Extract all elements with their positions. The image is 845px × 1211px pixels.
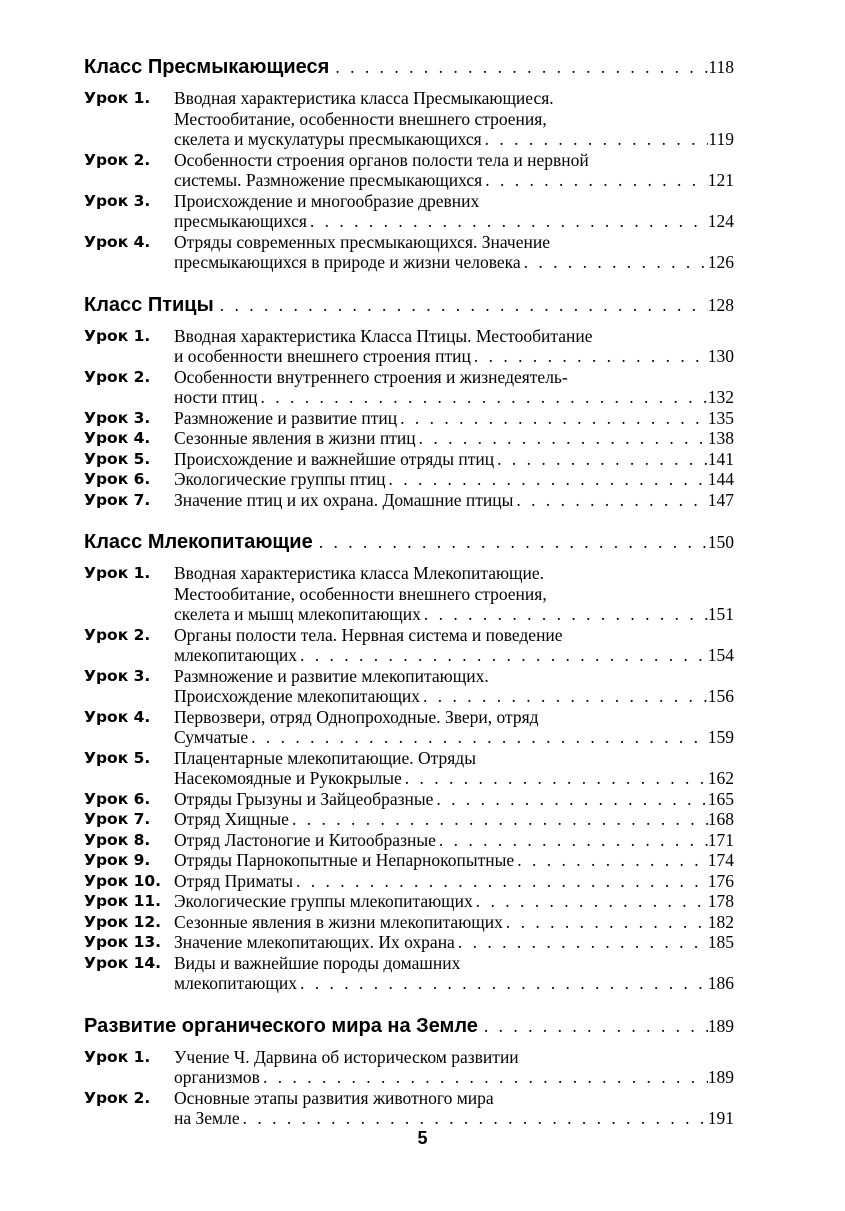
lesson-text bbox=[174, 707, 734, 748]
dot-leader bbox=[297, 973, 708, 994]
lesson-page-number: 151 bbox=[707, 604, 734, 624]
lesson-title-line: Отряды современных пресмыкающихся. Значение bbox=[174, 231, 551, 252]
lesson-label: Урок 2. bbox=[84, 1088, 151, 1107]
lesson-page-number: 154 bbox=[707, 645, 734, 665]
lesson-page-number: 126 bbox=[707, 252, 734, 272]
section-page-number: 128 bbox=[707, 294, 734, 315]
lesson-line bbox=[174, 686, 734, 707]
dot-leader bbox=[260, 1067, 708, 1088]
lesson-entry bbox=[84, 809, 734, 830]
lesson-title-line: Первозвери, отряд Однопроходные. Звери, отряд bbox=[174, 706, 539, 727]
lesson-page-number: 191 bbox=[707, 1108, 734, 1128]
lesson-label: Урок 12. bbox=[84, 912, 162, 931]
section-page-number: 150 bbox=[707, 532, 734, 552]
lesson-line bbox=[174, 232, 734, 253]
lesson-title-line: Органы полости тела. Нервная система и поведение bbox=[174, 624, 563, 645]
dot-leader bbox=[503, 912, 708, 933]
lesson-page-number: 121 bbox=[707, 170, 734, 190]
lesson-page-number: 186 bbox=[707, 973, 734, 993]
lesson-line bbox=[174, 150, 734, 171]
dot-leader bbox=[436, 830, 708, 851]
dot-leader bbox=[289, 809, 708, 830]
lesson-line bbox=[174, 490, 734, 511]
lesson-entry bbox=[84, 850, 734, 871]
lesson-label: Урок 5. bbox=[84, 449, 151, 468]
dot-leader bbox=[494, 449, 708, 470]
lesson-title-line: Сезонные явления в жизни птиц bbox=[174, 428, 416, 448]
dot-leader bbox=[293, 871, 708, 892]
toc-section bbox=[84, 1014, 734, 1129]
lesson-text bbox=[174, 809, 734, 830]
lesson-text bbox=[174, 367, 734, 408]
lesson-title-line: Экологические группы млекопитающих bbox=[174, 891, 473, 911]
lesson-text bbox=[174, 449, 734, 470]
lesson-label: Урок 7. bbox=[84, 490, 151, 509]
dot-leader bbox=[307, 211, 708, 232]
lesson-title-line: ности птиц bbox=[174, 387, 258, 407]
dot-leader bbox=[416, 428, 708, 449]
section-heading bbox=[84, 55, 734, 79]
lesson-text bbox=[174, 932, 734, 953]
lesson-line bbox=[174, 109, 734, 130]
section-page-number: 189 bbox=[707, 1015, 734, 1036]
section-page-number: 118 bbox=[708, 57, 734, 77]
lesson-entry bbox=[84, 449, 734, 470]
lesson-entry bbox=[84, 748, 734, 789]
lesson-text bbox=[174, 830, 734, 851]
lesson-line bbox=[174, 469, 734, 490]
lesson-entry bbox=[84, 625, 734, 666]
lesson-line bbox=[174, 1088, 734, 1109]
lesson-line bbox=[174, 912, 734, 933]
lesson-text bbox=[174, 871, 734, 892]
lesson-line bbox=[174, 850, 734, 871]
lesson-line bbox=[174, 191, 734, 212]
lesson-page-number: 144 bbox=[707, 469, 734, 489]
lesson-text bbox=[174, 748, 734, 789]
lesson-title-line: Отряд Ластоногие и Китообразные bbox=[174, 829, 436, 850]
toc-section bbox=[84, 55, 734, 273]
lesson-title-line: Плацентарные млекопитающие. Отряды bbox=[174, 747, 476, 768]
lesson-text bbox=[174, 953, 734, 994]
dot-leader bbox=[521, 252, 708, 273]
lesson-text bbox=[174, 408, 734, 429]
lesson-line bbox=[174, 428, 734, 449]
dot-leader bbox=[433, 789, 707, 810]
lesson-title-line: и особенности внешнего строения птиц bbox=[174, 346, 471, 366]
dot-leader bbox=[478, 1014, 708, 1038]
lesson-line bbox=[174, 932, 734, 953]
lesson-text bbox=[174, 850, 734, 871]
dot-leader bbox=[257, 387, 707, 408]
lesson-title-line: млекопитающих bbox=[174, 645, 297, 665]
lesson-line bbox=[174, 1047, 734, 1068]
lesson-entry bbox=[84, 891, 734, 912]
lesson-title-line: Учение Ч. Дарвина об историческом развитии bbox=[174, 1046, 519, 1067]
lesson-line bbox=[174, 170, 734, 191]
lesson-page-number: 132 bbox=[707, 387, 734, 407]
lesson-title-line: Размножение и развитие птиц bbox=[174, 407, 398, 428]
lesson-line bbox=[174, 584, 734, 605]
lesson-title-line: Отряды Грызуны и Зайцеобразные bbox=[174, 788, 434, 809]
lesson-page-number: 174 bbox=[707, 850, 734, 870]
lesson-line bbox=[174, 727, 734, 748]
lesson-line bbox=[174, 1067, 734, 1088]
lesson-page-number: 156 bbox=[707, 686, 734, 706]
lesson-page-number: 185 bbox=[707, 932, 734, 952]
lesson-label: Урок 7. bbox=[84, 810, 151, 828]
lesson-title-line: Значение млекопитающих. Их охрана bbox=[174, 932, 455, 952]
lesson-label: Урок 3. bbox=[84, 666, 151, 685]
lesson-entry bbox=[84, 912, 734, 933]
lesson-title-line: Особенности строения органов полости тела и нервной bbox=[174, 149, 589, 170]
lesson-title-line: Экологические группы птиц bbox=[174, 469, 386, 489]
lesson-label: Урок 1. bbox=[84, 1047, 151, 1066]
lesson-page-number: 147 bbox=[707, 489, 734, 510]
lesson-title-line: Вводная характеристика класса Млекопитающие. bbox=[174, 563, 545, 583]
lesson-label: Урок 2. bbox=[84, 150, 151, 169]
lesson-title-line: Местообитание, особенности внешнего строения, bbox=[174, 108, 547, 129]
lesson-line bbox=[174, 973, 734, 994]
lesson-title-line: Насекомоядные и Рукокрылые bbox=[174, 768, 402, 788]
lesson-label: Урок 8. bbox=[84, 830, 151, 849]
section-title: Развитие органического мира на Земле bbox=[84, 1014, 478, 1037]
lesson-label: Урок 4. bbox=[84, 707, 151, 726]
lesson-page-number: 135 bbox=[707, 407, 734, 428]
lesson-title-line: пресмыкающихся в природе и жизни человека bbox=[174, 252, 521, 272]
lesson-text bbox=[174, 150, 734, 191]
lesson-label: Урок 4. bbox=[84, 232, 151, 251]
lesson-label: Урок 1. bbox=[84, 89, 151, 107]
lesson-line bbox=[174, 809, 734, 830]
lesson-text bbox=[174, 789, 734, 810]
dot-leader bbox=[240, 1108, 708, 1129]
dot-leader bbox=[386, 469, 708, 490]
lesson-line bbox=[174, 871, 734, 892]
lesson-text bbox=[174, 490, 734, 511]
lesson-entry bbox=[84, 191, 734, 232]
lesson-page-number: 176 bbox=[707, 870, 734, 891]
lesson-line bbox=[174, 88, 734, 109]
lesson-text bbox=[174, 891, 734, 912]
lesson-label: Урок 1. bbox=[84, 564, 151, 582]
lesson-entry bbox=[84, 88, 734, 150]
dot-leader bbox=[402, 768, 708, 789]
lesson-entry bbox=[84, 1047, 734, 1088]
lesson-line bbox=[174, 789, 734, 810]
lesson-title-line: Местообитание, особенности внешнего строения, bbox=[174, 583, 547, 604]
dot-leader bbox=[513, 490, 707, 511]
lesson-title-line: Особенности внутреннего строения и жизнедеятель- bbox=[174, 366, 568, 387]
lesson-entry bbox=[84, 469, 734, 490]
lesson-page-number: 119 bbox=[708, 129, 734, 149]
lesson-title-line: организмов bbox=[174, 1067, 260, 1087]
lesson-label: Урок 5. bbox=[84, 748, 151, 767]
lesson-page-number: 165 bbox=[707, 788, 734, 809]
dot-leader bbox=[482, 129, 709, 150]
dot-leader bbox=[514, 850, 708, 871]
lesson-label: Урок 6. bbox=[84, 470, 151, 488]
section-title: Класс Птицы bbox=[84, 293, 214, 316]
lesson-entry bbox=[84, 490, 734, 511]
lesson-page-number: 138 bbox=[707, 428, 734, 448]
lesson-line bbox=[174, 830, 734, 851]
toc-section bbox=[84, 293, 734, 511]
lesson-label: Урок 4. bbox=[84, 429, 151, 447]
lesson-title-line: Основные этапы развития животного мира bbox=[174, 1087, 494, 1108]
dot-leader bbox=[421, 604, 708, 625]
lesson-label: Урок 14. bbox=[84, 953, 162, 972]
lesson-line bbox=[174, 346, 734, 367]
section-heading bbox=[84, 293, 734, 317]
dot-leader bbox=[482, 170, 708, 191]
lesson-entry bbox=[84, 707, 734, 748]
lesson-entry bbox=[84, 871, 734, 892]
lesson-title-line: на Земле bbox=[174, 1108, 240, 1128]
lesson-page-number: 168 bbox=[707, 809, 734, 829]
lesson-title-line: Сумчатые bbox=[174, 727, 249, 747]
dot-leader bbox=[397, 408, 708, 429]
lesson-page-number: 189 bbox=[707, 1067, 734, 1087]
page-number: 5 bbox=[417, 1128, 428, 1148]
lesson-text bbox=[174, 1047, 734, 1088]
lesson-entry bbox=[84, 666, 734, 707]
lesson-label: Урок 1. bbox=[84, 326, 151, 345]
lesson-line bbox=[174, 326, 734, 347]
lesson-title-line: Отряды Парнокопытные и Непарнокопытные bbox=[174, 850, 515, 870]
lesson-label: Урок 10. bbox=[84, 871, 162, 890]
lesson-page-number: 159 bbox=[707, 727, 734, 747]
lesson-text bbox=[174, 912, 734, 933]
lesson-title-line: Происхождение млекопитающих bbox=[174, 686, 421, 706]
lesson-text bbox=[174, 1088, 734, 1129]
lesson-entry bbox=[84, 408, 734, 429]
lesson-line bbox=[174, 252, 734, 273]
lesson-page-number: 130 bbox=[707, 346, 734, 366]
section-title: Класс Млекопитающие bbox=[84, 531, 313, 553]
lesson-entry bbox=[84, 232, 734, 273]
lesson-line bbox=[174, 129, 734, 150]
dot-leader bbox=[329, 55, 708, 79]
dot-leader bbox=[313, 530, 708, 554]
lesson-line bbox=[174, 645, 734, 666]
lesson-title-line: Сезонные явления в жизни млекопитающих bbox=[174, 911, 503, 932]
dot-leader bbox=[214, 293, 708, 317]
dot-leader bbox=[471, 346, 708, 367]
lesson-page-number: 124 bbox=[707, 211, 734, 231]
lesson-page-number: 141 bbox=[707, 448, 734, 469]
lesson-entry bbox=[84, 326, 734, 367]
lesson-entry bbox=[84, 830, 734, 851]
lesson-title-line: Вводная характеристика Класса Птицы. Местообитание bbox=[174, 325, 593, 346]
dot-leader bbox=[455, 932, 708, 953]
dot-leader bbox=[248, 727, 708, 748]
lesson-line bbox=[174, 707, 734, 728]
lesson-line bbox=[174, 449, 734, 470]
dot-leader bbox=[297, 645, 708, 666]
table-of-contents bbox=[84, 55, 734, 1149]
section-title: Класс Пресмыкающиеся bbox=[84, 56, 330, 78]
lesson-line bbox=[174, 666, 734, 687]
lesson-label: Урок 11. bbox=[84, 892, 162, 910]
lesson-label: Урок 9. bbox=[84, 851, 151, 869]
lesson-entry bbox=[84, 1088, 734, 1129]
lesson-text bbox=[174, 428, 734, 449]
lesson-text bbox=[174, 326, 734, 367]
lesson-page-number: 178 bbox=[707, 891, 734, 911]
lesson-line bbox=[174, 563, 734, 584]
lesson-label: Урок 3. bbox=[84, 408, 151, 427]
lesson-entry bbox=[84, 367, 734, 408]
lesson-title-line: Происхождение и многообразие древних bbox=[174, 190, 480, 211]
lesson-title-line: системы. Размножение пресмыкающихся bbox=[174, 170, 483, 190]
section-heading bbox=[84, 1014, 734, 1038]
lesson-line bbox=[174, 387, 734, 408]
lesson-title-line: скелета и мускулатуры пресмыкающихся bbox=[174, 129, 482, 149]
lesson-entry bbox=[84, 953, 734, 994]
lesson-line bbox=[174, 891, 734, 912]
lesson-title-line: Отряд Хищные bbox=[174, 809, 289, 829]
lesson-line bbox=[174, 625, 734, 646]
lesson-text bbox=[174, 666, 734, 707]
lesson-entry bbox=[84, 428, 734, 449]
lesson-title-line: Вводная характеристика класса Пресмыкающиеся. bbox=[174, 88, 554, 108]
lesson-page-number: 182 bbox=[707, 911, 734, 932]
lesson-entry bbox=[84, 150, 734, 191]
lesson-text bbox=[174, 232, 734, 273]
lesson-entry bbox=[84, 932, 734, 953]
lesson-label: Урок 13. bbox=[84, 933, 162, 951]
toc-section bbox=[84, 530, 734, 994]
lesson-text bbox=[174, 625, 734, 666]
lesson-label: Урок 2. bbox=[84, 367, 151, 386]
lesson-title-line: Виды и важнейшие породы домашних bbox=[174, 952, 461, 973]
lesson-title-line: пресмыкающихся bbox=[174, 211, 307, 231]
lesson-label: Урок 6. bbox=[84, 789, 151, 808]
lesson-title-line: Происхождение и важнейшие отряды птиц bbox=[174, 448, 495, 469]
lesson-line bbox=[174, 953, 734, 974]
lesson-page-number: 162 bbox=[707, 768, 734, 788]
lesson-page-number: 171 bbox=[707, 829, 734, 850]
lesson-line bbox=[174, 768, 734, 789]
lesson-text bbox=[174, 191, 734, 232]
lesson-label: Урок 2. bbox=[84, 625, 151, 644]
lesson-line bbox=[174, 367, 734, 388]
lesson-line bbox=[174, 1108, 734, 1129]
dot-leader bbox=[420, 686, 708, 707]
section-heading bbox=[84, 530, 734, 554]
lesson-text bbox=[174, 469, 734, 490]
lesson-line bbox=[174, 211, 734, 232]
lesson-label: Урок 3. bbox=[84, 191, 151, 210]
lesson-text bbox=[174, 88, 734, 150]
lesson-title-line: Значение птиц и их охрана. Домашние птицы bbox=[174, 489, 514, 510]
lesson-line bbox=[174, 408, 734, 429]
lesson-text bbox=[174, 563, 734, 625]
dot-leader bbox=[473, 891, 708, 912]
lesson-title-line: млекопитающих bbox=[174, 973, 297, 993]
lesson-title-line: Отряд Приматы bbox=[174, 870, 294, 891]
lesson-entry bbox=[84, 563, 734, 625]
lesson-title-line: скелета и мышц млекопитающих bbox=[174, 604, 421, 624]
lesson-entry bbox=[84, 789, 734, 810]
lesson-line bbox=[174, 748, 734, 769]
lesson-title-line: Размножение и развитие млекопитающих. bbox=[174, 665, 489, 686]
lesson-line bbox=[174, 604, 734, 625]
